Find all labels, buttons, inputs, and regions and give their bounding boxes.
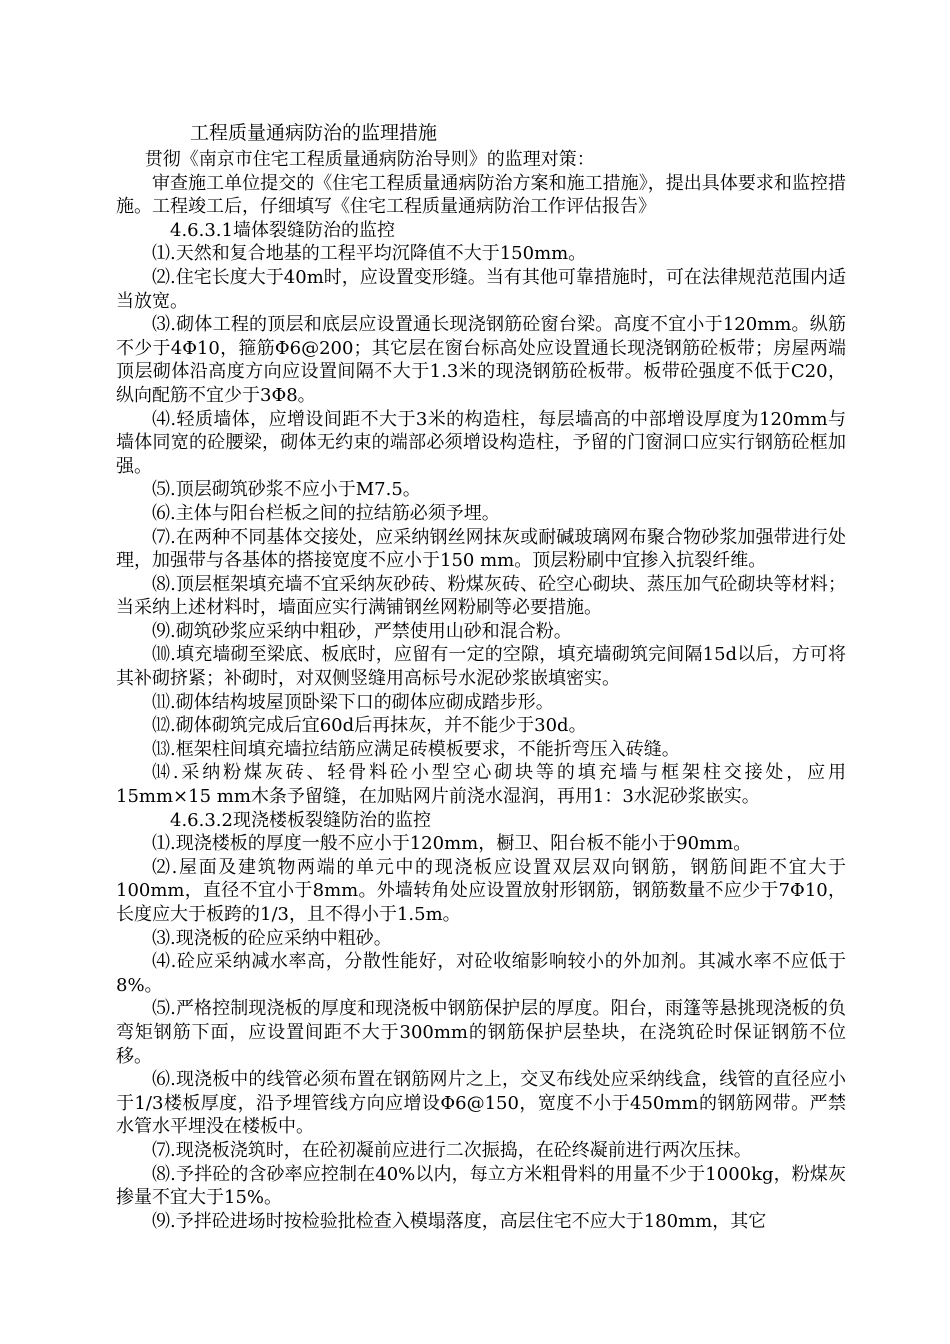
list-item: ⑸.严格控制现浇板的厚度和现浇板中钢筋保护层的厚度。阳台，雨篷等悬挑现浇板的负弯矩钢筋下面，应设置间距不大于300mm的钢筋保护层垫块，在浇筑砼时保证钢筋不位移。 xyxy=(116,998,846,1067)
list-item: ⑿.砌体砌筑完成后宜60d后再抹灰，并不能少于30d。 xyxy=(152,715,587,737)
list-item: ⑶.砌体工程的顶层和底层应设置通长现浇钢筋砼窗台梁。高度不宜小于120mm。纵筋不少于4Φ10，箍筋Φ6@200；其它层在窗台标高处应设置通长现浇钢筋砼板带；房屋两端顶层砌体沿高度方向应设置间隔不大于1.3米的现浇钢筋砼板带。板带砼强度不低于C20，纵向配筋不宜少于3Φ8。 xyxy=(116,314,846,406)
list-item: ⑺.在两种不同基体交接处，应采纳钢丝网抹灰或耐碱玻璃网布聚合物砂浆加强带进行处理，加强带与各基体的搭接宽度不应小于150 mm。顶层粉刷中宜掺入抗裂纤维。 xyxy=(116,526,846,572)
list-item: ⑹.现浇板中的线管必须布置在钢筋网片之上，交叉布线处应采纳线盒，线管的直径应小于1/3楼板厚度，沿予埋管线方向应增设Φ6@150，宽度不小于450mm的钢筋网带。严禁水管水平埋没在楼板中。 xyxy=(116,1069,846,1138)
list-item: ⑼.砌筑砂浆应采纳中粗砂，严禁使用山砂和混合粉。 xyxy=(152,620,572,642)
list-item: ⑸.顶层砌筑砂浆不应小于M7.5。 xyxy=(152,479,421,501)
review-paragraph: 审查施工单位提交的《住宅工程质量通病防治方案和施工措施》，提出具体要求和监控措施。工程竣工后，仔细填写《住宅工程质量通病防治工作评估报告》 xyxy=(116,172,846,218)
list-item: ⑻.予拌砼的含砂率应控制在40%以内，每立方米粗骨料的用量不少于1000kg，粉煤灰掺量不宜大于15%。 xyxy=(116,1163,846,1209)
list-item: ⑷.砼应采纳减水率高，分散性能好，对砼收缩影响较小的外加剂。其减水率不应低于8%。 xyxy=(116,951,846,996)
list-item: ⑹.主体与阳台栏板之间的拉结筋必须予埋。 xyxy=(152,502,500,524)
list-item: ⑽.填充墙砌至梁底、板底时，应留有一定的空隙，填充墙砌筑完间隔15d以后，方可将其补砌挤紧；补砌时，对双侧竖缝用高标号水泥砂浆嵌填密实。 xyxy=(116,644,846,690)
list-item: ⑵.住宅长度大于40m时，应设置变形缝。当有其他可靠措施时，可在法律规范范围内适当放宽。 xyxy=(116,266,846,312)
intro-paragraph: 贯彻《南京市住宅工程质量通病防治导则》的监理对策： xyxy=(144,149,595,170)
list-item: ⒀.框架柱间填充墙拉结筋应满足砖模板要求，不能折弯压入砖缝。 xyxy=(152,738,680,760)
list-item: ⑴.现浇楼板的厚度一般不应小于120mm，橱卫、阳台板不能小于90mm。 xyxy=(152,833,752,855)
list-item: ⑵.屋面及建筑物两端的单元中的现浇板应设置双层双向钢筋，钢筋间距不宜大于100mm，直径不宜小于8mm。外墙转角处应设置放射形钢筋，钢筋数量不应少于7Φ10，长度应大于板跨的1/3，且不得小于1.5m。 xyxy=(116,856,846,925)
list-item: ⑻.顶层框架填充墙不宜采纳灰砂砖、粉煤灰砖、砼空心砌块、蒸压加气砼砌块等材料；当采纳上述材料时，墙面应实行满铺钢丝网粉刷等必要措施。 xyxy=(116,573,846,619)
section-heading-slab-cracks: 4.6.3.2现浇楼板裂缝防治的监控 xyxy=(170,809,431,831)
list-item: ⒁.采纳粉煤灰砖、轻骨料砼小型空心砌块等的填充墙与框架柱交接处，应用15mm×15 mm木条予留缝，在加贴网片前浇水湿润，再用1：3水泥砂浆嵌实。 xyxy=(116,762,846,808)
section-heading-wall-cracks: 4.6.3.1墙体裂缝防治的监控 xyxy=(170,219,395,241)
list-item: ⑺.现浇板浇筑时，在砼初凝前应进行二次振捣，在砼终凝前进行两次压抹。 xyxy=(152,1139,752,1161)
document-title: 工程质量通病防治的监理措施 xyxy=(190,122,438,144)
list-item: ⑷.轻质墙体，应增设间距不大于3米的构造柱，每层墙高的中部增设厚度为120mm与墙体同宽的砼腰梁，砌体无约束的端部必须增设构造柱，予留的门窗洞口应实行钢筋砼框加强。 xyxy=(116,408,846,477)
list-item: ⑾.砌体结构坡屋顶卧梁下口的砌体应砌成踏步形。 xyxy=(152,691,554,713)
document-body xyxy=(116,118,846,1233)
list-item: ⑴.天然和复合地基的工程平均沉降值不大于150mm。 xyxy=(152,243,587,265)
list-item: ⑼.予拌砼进场时按检验批检查入模塌落度，高层住宅不应大于180mm，其它 xyxy=(152,1210,767,1232)
list-item: ⑶.现浇板的砼应采纳中粗砂。 xyxy=(152,927,392,949)
